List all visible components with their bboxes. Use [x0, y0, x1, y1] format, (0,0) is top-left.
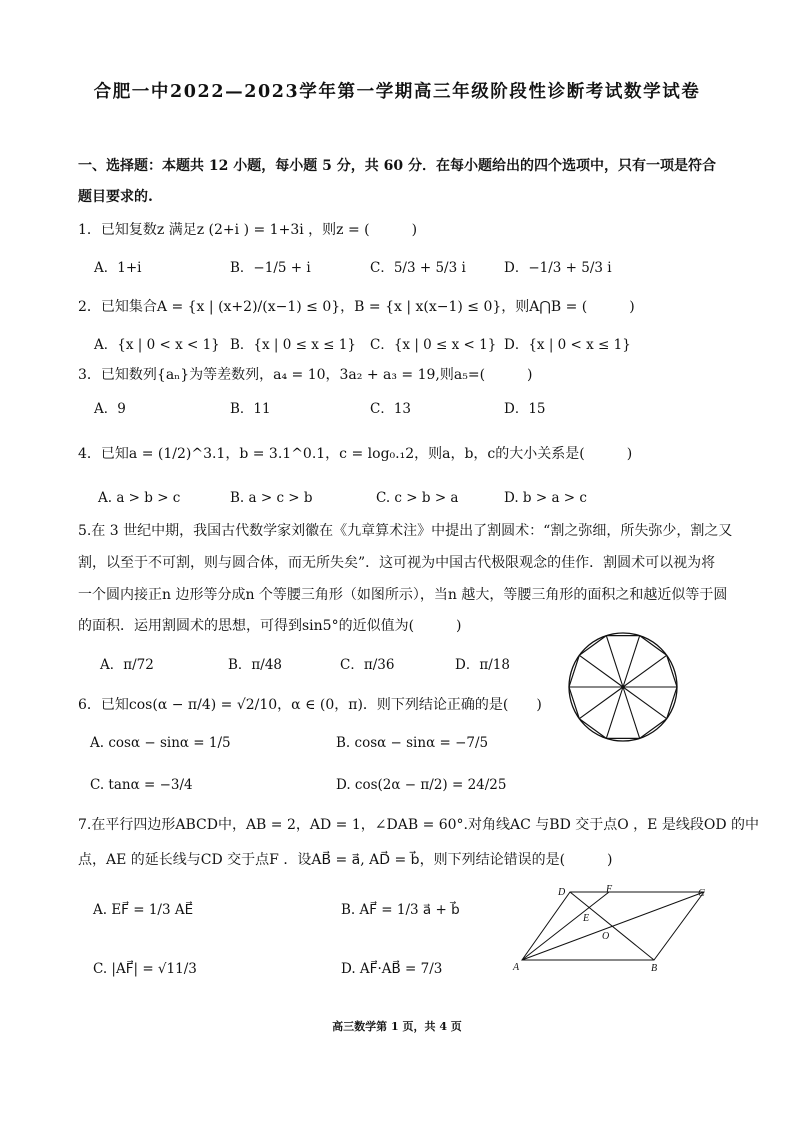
question-3-stem: 3．已知数列{aₙ}为等差数列，a₄ = 10，3a₂ + a₃ = 19,则a₅=( ) — [78, 367, 533, 383]
label-c: C — [698, 888, 705, 899]
label-o: O — [602, 931, 610, 942]
diagonal-bd — [570, 892, 654, 960]
q3-option-b: B．11 — [230, 401, 271, 417]
segment-af — [522, 892, 609, 960]
q1-option-a: A．1+i — [94, 260, 142, 276]
q6-option-b: B. cosα − sinα = −7/5 — [336, 735, 489, 751]
question-5-line1: 5.在 3 世纪中期，我国古代数学家刘徽在《九章算术注》中提出了割圆术：“割之弥细，所失弥少，割之又 — [78, 523, 733, 539]
q7-option-c: C. |AF⃗| = √11/3 — [93, 961, 197, 977]
q7-option-b: B. AF⃗ = 1/3 a⃗ + b⃗ — [341, 902, 460, 918]
q4-option-d: D. b > a > c — [504, 490, 587, 506]
q6-option-c: C. tanα = −3/4 — [90, 777, 193, 793]
question-2-stem: 2．已知集合A = {x | (x+2)/(x−1) ≤ 0}，B = {x | x(x−1) ≤ 0}，则A⋂B = ( ) — [78, 299, 635, 315]
q2-option-a: A．{x | 0 < x < 1} — [94, 337, 220, 353]
q5-option-b: B．π/48 — [228, 657, 283, 673]
page-footer: 高三数学第 1 页，共 4 页 — [332, 1020, 462, 1033]
q7-option-d: D. AF⃗·AB⃗ = 7/3 — [341, 961, 443, 977]
q2-option-d: D．{x | 0 < x ≤ 1} — [504, 337, 631, 353]
question-5-line3: 一个圆内接正n 边形等分成n 个等腰三角形（如图所示），当n 越大，等腰三角形的面积之和越近似等于圆 — [78, 587, 728, 603]
q2-option-c: C．{x | 0 ≤ x < 1} — [370, 337, 497, 353]
section-heading-line2: 题目要求的. — [78, 189, 153, 205]
q3-option-d: D．15 — [504, 401, 546, 417]
label-d: D — [558, 887, 566, 898]
q7-option-a: A. EF⃗ = 1/3 AE⃗ — [93, 902, 194, 918]
question-4-stem: 4．已知a = (1/2)^3.1，b = 3.1^0.1，c = log₀.₁2，则a，b，c的大小关系是( ) — [78, 446, 633, 462]
q4-option-a: A. a > b > c — [98, 490, 181, 506]
q1-option-b: B．−1/5 + i — [230, 260, 311, 276]
question-7-line1: 7.在平行四边形ABCD中，AB = 2，AD = 1，∠DAB = 60°.对角线AC 与BD 交于点O ，E 是线段OD 的中 — [78, 817, 759, 833]
q1-option-d: D．−1/3 + 5/3 i — [504, 260, 612, 276]
section-heading-line1: 一、选择题：本题共 12 小题，每小题 5 分，共 60 分．在每小题给出的四个选项中，只有一项是符合 — [78, 158, 716, 174]
q5-option-a: A．π/72 — [100, 657, 154, 673]
label-f: F — [606, 884, 613, 895]
label-e: E — [583, 913, 590, 924]
q1-option-c: C．5/3 + 5/3 i — [370, 260, 466, 276]
page-title: 合肥一中2022—2023学年第一学期高三年级阶段性诊断考试数学试卷 — [93, 82, 701, 102]
question-1-stem: 1．已知复数z 满足z (2+i ) = 1+3i ，则z = ( ) — [78, 222, 418, 238]
q4-option-c: C. c > b > a — [376, 490, 459, 506]
question-7-line2: 点，AE 的延长线与CD 交于点F ．设AB⃗ = a⃗, AD⃗ = b⃗，则下列结论错误的是( ) — [78, 852, 613, 868]
q6-option-a: A. cosα − sinα = 1/5 — [90, 735, 231, 751]
q2-option-b: B．{x | 0 ≤ x ≤ 1} — [230, 337, 356, 353]
question-5-line4: 的面积．运用割圆术的思想，可得到sin5°的近似值为( ) — [78, 618, 462, 634]
q3-option-c: C．13 — [370, 401, 412, 417]
q5-option-d: D．π/18 — [455, 657, 510, 673]
diagonal-ac — [522, 892, 704, 960]
q3-option-a: A．9 — [94, 401, 126, 417]
question-5-line2: 割，以至于不可割，则与圆合体，而无所失矣”．这可视为中国古代极限观念的佳作．割圆术可以视为将 — [78, 555, 716, 571]
q5-option-c: C．π/36 — [340, 657, 395, 673]
parallelogram-figure — [508, 884, 718, 974]
q6-option-d: D. cos(2α − π/2) = 24/25 — [336, 777, 507, 793]
circle-decagon-figure — [566, 630, 680, 744]
question-6-stem: 6．已知cos(α − π/4) = √2/10，α ∈ (0，π)．则下列结论正确的是( ) — [78, 697, 542, 713]
label-a: A — [513, 962, 520, 973]
label-b: B — [651, 963, 658, 974]
q4-option-b: B. a > c > b — [230, 490, 313, 506]
